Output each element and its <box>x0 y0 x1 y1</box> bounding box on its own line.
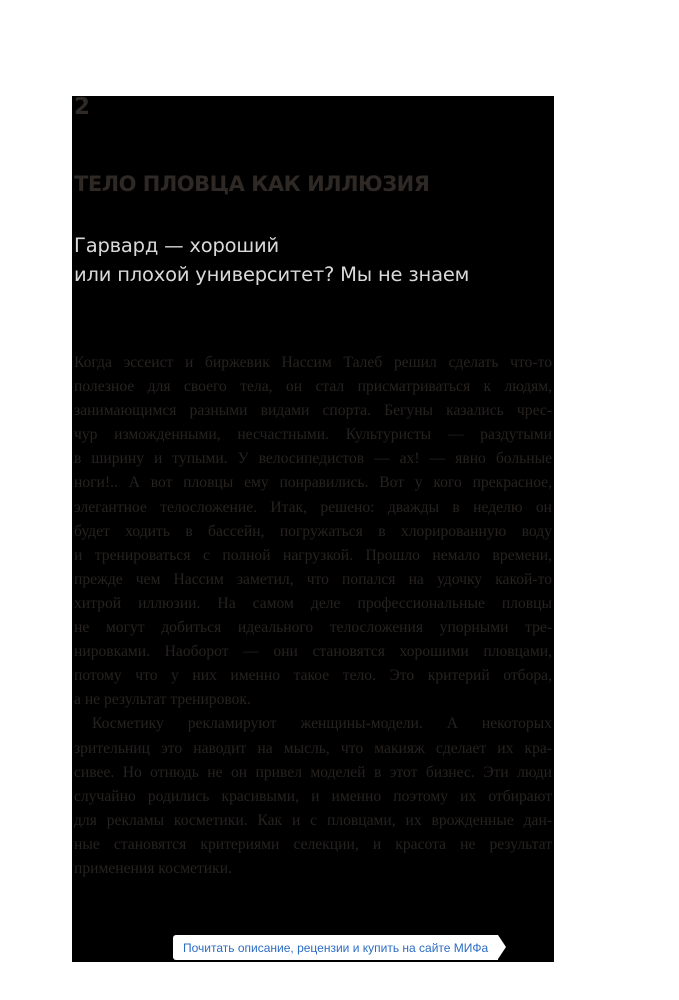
text-line: будет ходить в бассейн, погружаться в хлорированную воду <box>74 522 552 540</box>
text-line: ноги!.. А вот пловцы ему понравились. Вот у кого прекрасное, <box>74 474 552 492</box>
text-line: а не результат тренировок. <box>74 691 251 709</box>
text-line: для рекламы косметики. Как и с пловцами, их врожденные дан- <box>74 811 552 829</box>
text-line: потому что у них именно такое тело. Это критерий отбора, <box>74 667 552 685</box>
chapter-number: 2 <box>74 96 91 120</box>
text-line: Косметику рекламируют женщины-модели. А некоторых <box>92 715 552 733</box>
text-line: прежде чем Нассим заметил, что попался на удочку какой-то <box>74 570 552 588</box>
buy-banner[interactable] <box>173 935 498 960</box>
text-line: случайно родились красивыми, и именно поэтому их отбирают <box>74 787 552 805</box>
text-line: применения косметики. <box>74 859 232 877</box>
subtitle-line: Гарвард — хороший <box>74 234 279 257</box>
text-line: ные становятся критериями селекции, и красота не результат <box>74 835 552 853</box>
text-line: и тренироваться с полной нагрузкой. Прошло немало времени, <box>74 546 552 564</box>
text-line: в ширину и тупыми. У велосипедистов — ах! — явно больные <box>74 450 552 468</box>
text-line: зрительниц это наводит на мысль, что макияж сделает их кра- <box>74 739 552 757</box>
text-line: элегантное телосложение. Итак, решено: дважды в неделю он <box>74 498 552 516</box>
text-line: не могут добиться идеального телосложения упорными тре- <box>74 619 552 637</box>
book-page <box>72 96 554 962</box>
subtitle-line: или плохой университет? Мы не знаем <box>74 263 470 286</box>
text-line: нировками. Наоборот — они становятся хорошими пловцами, <box>74 643 552 661</box>
text-line: полезное для своего тела, он стал присматриваться к людям, <box>74 378 552 396</box>
text-line: занимающимся разными видами спорта. Бегуны казались чрес- <box>74 402 552 420</box>
text-line: сивее. Но отнюдь не он привел моделей в этот бизнес. Эти люди <box>74 763 552 781</box>
chapter-subtitle <box>74 231 469 289</box>
text-line: чур изможденными, несчастными. Культуристы — раздутыми <box>74 426 552 444</box>
text-line: Когда эссеист и биржевик Нассим Талеб решил сделать что-то <box>74 354 552 371</box>
buy-link[interactable]: Почитать описание, рецензии и купить на сайте МИФа <box>183 940 489 955</box>
body-text <box>74 351 552 881</box>
text-line: хитрой иллюзии. На самом деле профессиональные пловцы <box>74 594 552 612</box>
chapter-title: ТЕЛО ПЛОВЦА КАК ИЛЛЮЗИЯ <box>74 172 430 196</box>
